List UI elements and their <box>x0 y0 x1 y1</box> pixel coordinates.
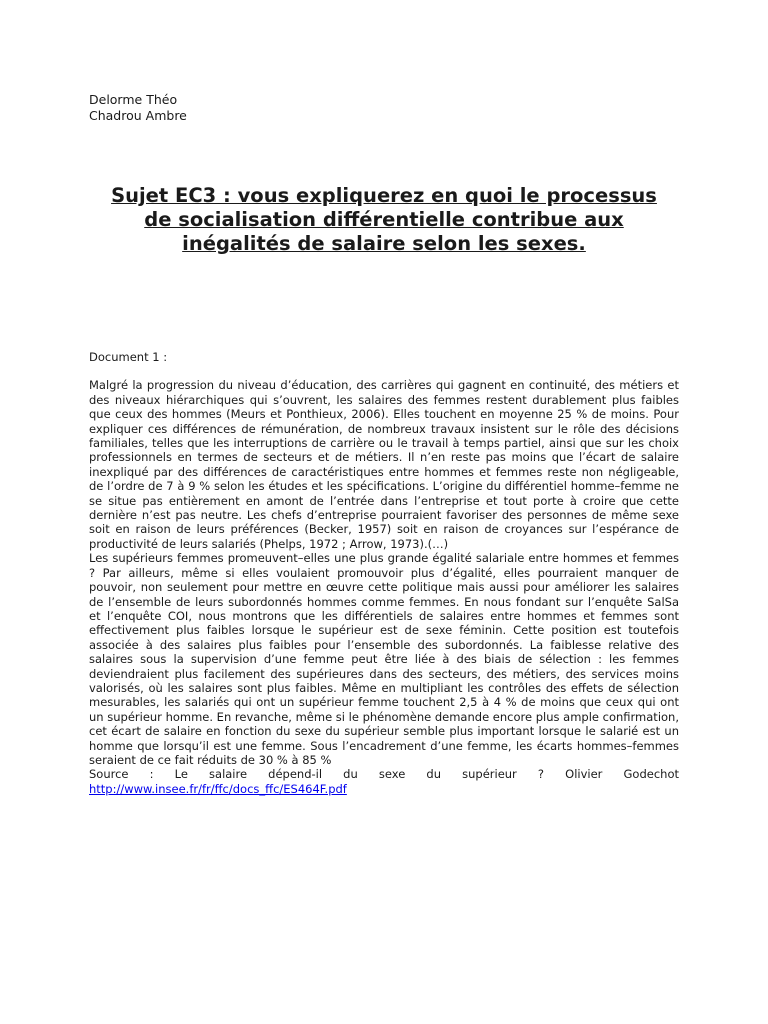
source-link[interactable]: http://www.insee.fr/fr/ffc/docs_ffc/ES464F.pdf <box>89 781 347 796</box>
author-block <box>89 92 679 124</box>
author-name: Chadrou Ambre <box>89 108 187 123</box>
document-label: Document 1 : <box>89 350 168 364</box>
document-page <box>89 92 679 796</box>
document-body <box>89 378 679 796</box>
body-paragraph: Les supérieurs femmes promeuvent–elles une plus grande égalité salariale entre hommes et femmes ? Par ailleurs, même si elles voulaient promouvoir plus d’égalité, elles pourraient manquer de pouvoir, non seulement pour mettre en œuvre cette politique mais aussi pour améliorer les salaires de l’ensemble de leurs subordonnés hommes comme femmes. En nous fondant sur l’enquête SalSa et l’enquête COI, nous montrons que les différentiels de salaires entre hommes et femmes sont effectivement plus faibles lorsque le supérieur est de sexe féminin. Cette position est toutefois associée à des salaires plus faibles pour l’ensemble des subordonnés. La faiblesse relative des salaires sous la supervision d’une femme peut être liée à des biais de sélection : les femmes deviendraient plus facilement des supérieures dans des secteurs, des métiers, des services moins valorisés, où les salaires sont plus faibles. Même en multipliant les contrôles des effets de sélection mesurables, les salariés qui ont un supérieur femme touchent 2,5 à 4 % de moins que ceux qui ont un supérieur homme. En revanche, même si le phénomène demande encore plus ample confirmation, cet écart de salaire en fonction du sexe du supérieur semble plus important lorsque le salarié est un homme que lorsqu’il est une femme. Sous l’encadrement d’une femme, les écarts hommes–femmes seraient de ce fait réduits de 30 % à 85 % <box>89 551 679 767</box>
author-name: Delorme Théo <box>89 92 178 107</box>
page-title: Sujet EC3 : vous expliquerez en quoi le processus de socialisation différentielle contribue aux inégalités de salaire selon les sexes. <box>111 184 657 255</box>
source-citation: Source : Le salaire dépend-il du sexe du supérieur ? Olivier Godechot <box>89 767 679 782</box>
body-paragraph: Malgré la progression du niveau d’éducation, des carrières qui gagnent en continuité, des métiers et des niveaux hiérarchiques qui s’ouvrent, les salaires des femmes restent durablement plus faibles que ceux des hommes (Meurs et Ponthieux, 2006). Elles touchent en moyenne 25 % de moins. Pour expliquer ces différences de rémunération, de nombreux travaux insistent sur le rôle des décisions familiales, telles que les interruptions de carrière ou le travail à temps partiel, ainsi que sur les choix professionnels en termes de secteurs et de métiers. Il n’en reste pas moins que l’écart de salaire inexpliqué par des différences de caractéristiques entre hommes et femmes reste non négligeable, de l’ordre de 7 à 9 % selon les études et les spécifications. L’origine du différentiel homme–femme ne se situe pas entièrement en amont de l’entrée dans l’entreprise et tout porte à croire que cette dernière n’est pas neutre. Les chefs d’entreprise pourraient favoriser des personnes de même sexe soit en raison de leurs préférences (Becker, 1957) soit en raison de croyances sur l’espérance de productivité de leurs salariés (Phelps, 1972 ; Arrow, 1973).(…) <box>89 378 679 551</box>
